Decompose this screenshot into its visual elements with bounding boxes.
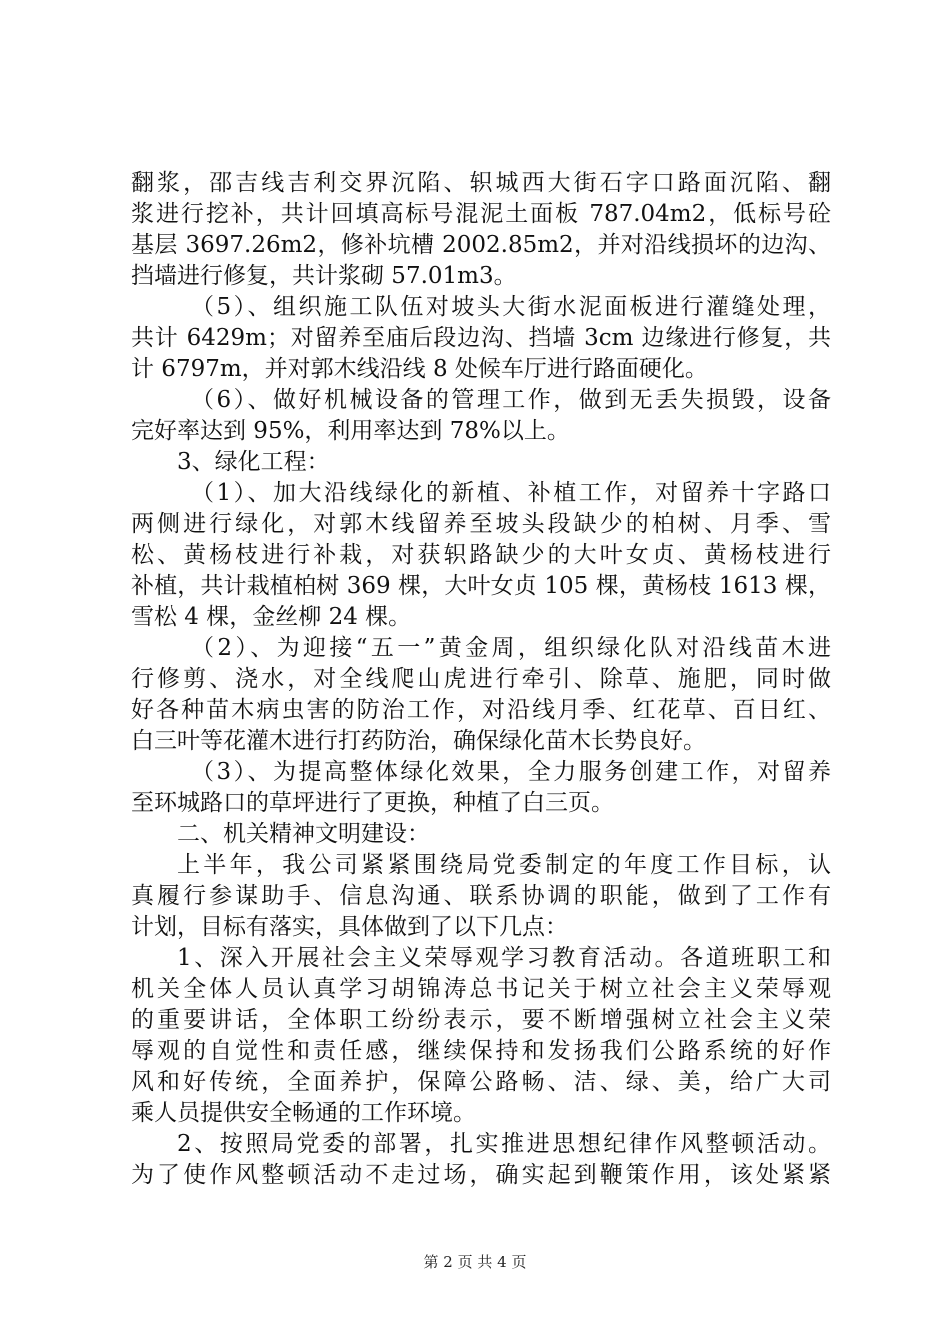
text-line: 2、按照局党委的部署，扎实推进思想纪律作风整顿活动。	[177, 1131, 831, 1157]
text-line: （1）、加大沿线绿化的新植、补植工作，对留养十字路口	[191, 480, 831, 506]
text-line: 机关全体人员认真学习胡锦涛总书记关于树立社会主义荣辱观	[131, 976, 831, 1002]
section-heading: 3、绿化工程：	[177, 449, 330, 475]
text-line: 完好率达到 95%，利用率达到 78%以上。	[131, 418, 570, 444]
text-line: 基层 3697.26m2，修补坑槽 2002.85m2，并对沿线损坏的边沟、	[131, 232, 831, 258]
text-line: 行修剪、浇水，对全线爬山虎进行牵引、除草、施肥，同时做	[131, 666, 831, 692]
text-line: 共计 6429m；对留养至庙后段边沟、挡墙 3cm 边缘进行修复，共	[131, 325, 831, 351]
text-line: 的重要讲话，全体职工纷纷表示，要不断增强树立社会主义荣	[131, 1007, 831, 1033]
section-heading: 二、机关精神文明建设：	[177, 821, 430, 847]
text-line: 上半年，我公司紧紧围绕局党委制定的年度工作目标，认	[177, 852, 831, 878]
text-line: 好各种苗木病虫害的防治工作，对沿线月季、红花草、百日红、	[131, 697, 831, 723]
text-line: 白三叶等花灌木进行打药防治，确保绿化苗木长势良好。	[131, 728, 706, 754]
text-line: 浆进行挖补，共计回填高标号混泥土面板 787.04m2，低标号砼	[131, 201, 831, 227]
text-line: （6）、做好机械设备的管理工作，做到无丢失损毁，设备	[191, 387, 831, 413]
text-line: 计 6797m，并对郭木线沿线 8 处候车厅进行路面硬化。	[131, 356, 708, 382]
text-line: （2）、为迎接“五一”黄金周，组织绿化队对沿线苗木进	[191, 635, 831, 661]
text-line: 补植，共计栽植柏树 369 棵，大叶女贞 105 棵，黄杨枝 1613 棵，	[131, 573, 831, 599]
text-line: 风和好传统，全面养护，保障公路畅、洁、绿、美，给广大司	[131, 1069, 831, 1095]
text-line: 计划，目标有落实，具体做到了以下几点：	[131, 914, 568, 940]
text-line: 两侧进行绿化，对郭木线留养至坡头段缺少的柏树、月季、雪	[131, 511, 831, 537]
text-line: 真履行参谋助手、信息沟通、联系协调的职能，做到了工作有	[131, 883, 831, 909]
document-body	[131, 168, 831, 1191]
text-line: （3）、为提高整体绿化效果，全力服务创建工作，对留养	[191, 759, 831, 785]
text-line: 挡墙进行修复，共计浆砌 57.01m3。	[131, 263, 517, 289]
text-line: 至环城路口的草坪进行了更换，种植了白三页。	[131, 790, 614, 816]
text-line: 雪松 4 棵，金丝柳 24 棵。	[131, 604, 412, 630]
text-line: 松、黄杨枝进行补栽，对获轵路缺少的大叶女贞、黄杨枝进行	[131, 542, 831, 568]
text-line: 1、深入开展社会主义荣辱观学习教育活动。各道班职工和	[177, 945, 831, 971]
text-line: 翻浆，邵吉线吉利交界沉陷、轵城西大街石字口路面沉陷、翻	[131, 170, 831, 196]
text-line: 乘人员提供安全畅通的工作环境。	[131, 1100, 476, 1126]
text-line: 为了使作风整顿活动不走过场，确实起到鞭策作用，该处紧紧	[131, 1162, 831, 1188]
text-line: 辱观的自觉性和责任感，继续保持和发扬我们公路系统的好作	[131, 1038, 831, 1064]
text-line: （5）、组织施工队伍对坡头大街水泥面板进行灌缝处理，	[191, 294, 831, 320]
page-number-footer: 第 2 页 共 4 页	[423, 1253, 527, 1271]
